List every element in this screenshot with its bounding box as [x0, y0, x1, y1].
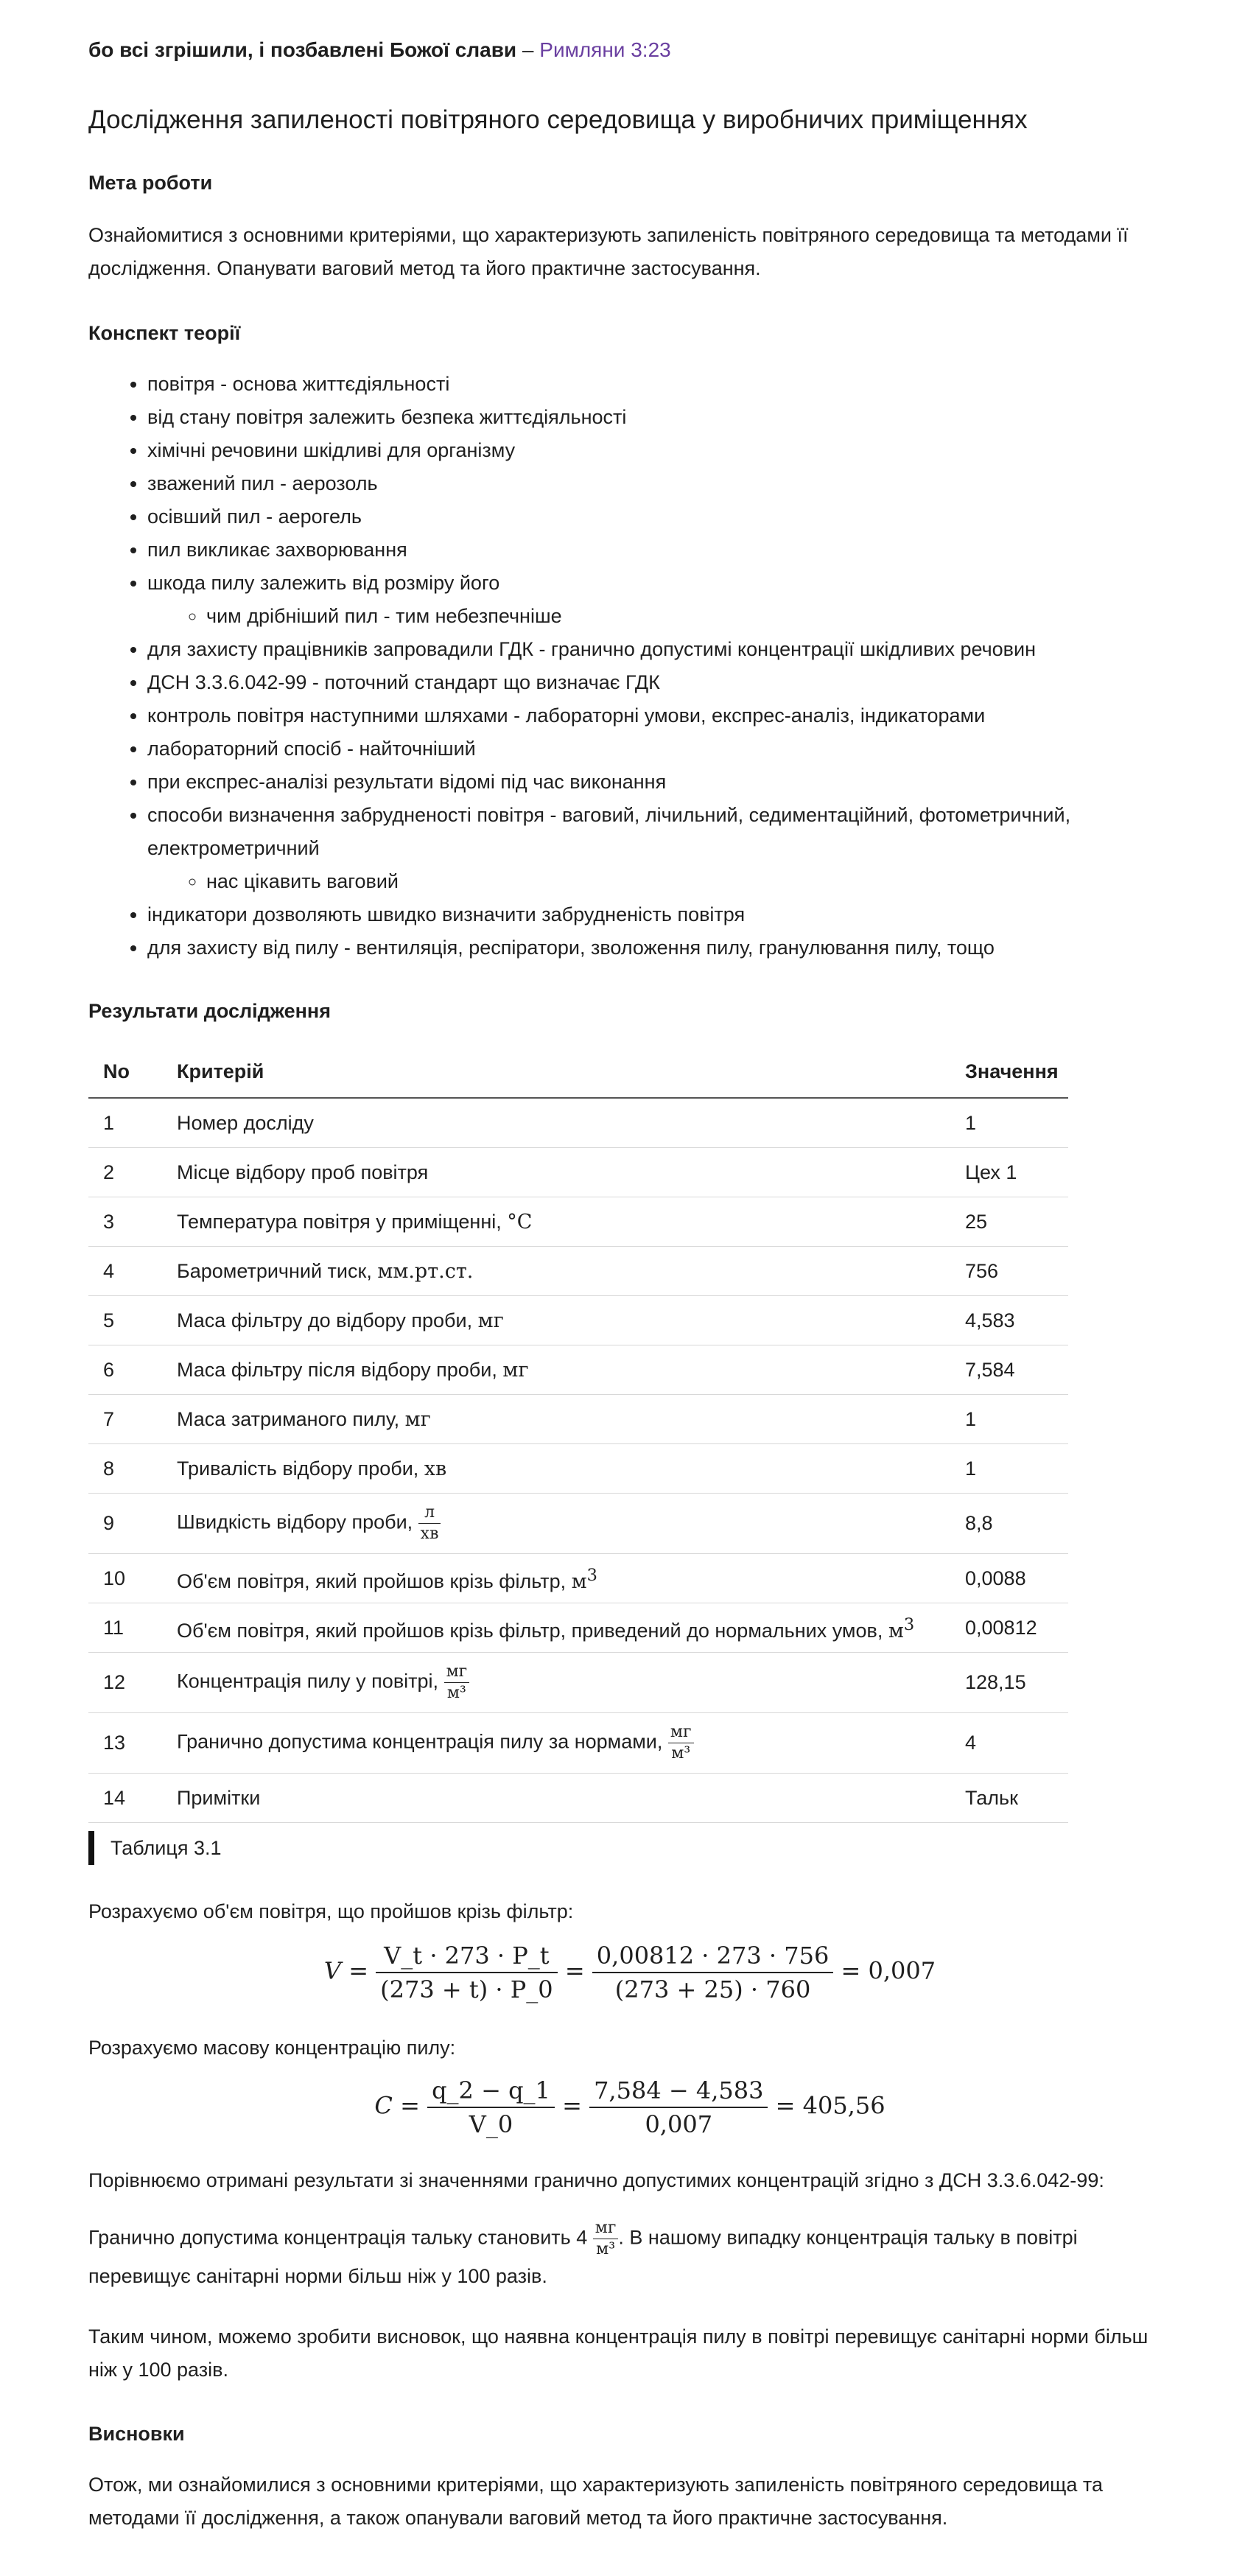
theory-heading: Конспект теорії — [88, 322, 241, 344]
criterion-unit-den: м³ — [446, 1684, 466, 1702]
criterion-unit-den: м³ — [671, 1744, 691, 1763]
theory-list-item — [147, 898, 1230, 931]
theory-item-text: шкода пилу залежить від розміру його — [147, 572, 500, 594]
theory-list-item — [147, 699, 1230, 732]
cell-value: 1 — [950, 1444, 1068, 1494]
theory-item-text: від стану повітря залежить безпека життєдіяльності — [147, 406, 627, 428]
theory-sublist — [147, 865, 1230, 898]
theory-subitem: ◦ нас цікавить ваговий — [206, 865, 1230, 898]
cell-no: 12 — [88, 1653, 162, 1713]
cell-criterion — [162, 1494, 950, 1554]
theory-sublist — [147, 600, 1230, 633]
limit-text-after: . В нашому випадку концентрація тальку в повітрі перевищує санітарні норми більш ніж у 100 разів. — [88, 2226, 1078, 2287]
mass-formula-den2: 0,007 — [645, 2110, 713, 2138]
theory-list-item — [147, 931, 1230, 965]
table-row — [88, 1713, 1068, 1774]
table-row — [88, 1098, 1068, 1148]
limit-unit-num: мг — [593, 2218, 619, 2239]
cell-criterion — [162, 1247, 950, 1296]
criterion-unit-exponent: 3 — [903, 1614, 915, 1634]
volume-intro: Розрахуємо об'єм повітря, що пройшов крізь фільтр: — [88, 1900, 574, 1922]
column-header-criterion: Критерій — [162, 1046, 950, 1098]
criterion-text: Температура повітря у приміщенні, — [177, 1210, 508, 1233]
cell-criterion — [162, 1395, 950, 1444]
theory-item-text: для захисту працівників запровадили ГДК - гранично допустимі концентрації шкідливих речовин — [147, 638, 1036, 660]
conclusions-text: Отож, ми ознайомилися з основними критеріями, що характеризують запиленість повітряного середовища та методами її дослідження, а також опанували ваговий метод та його практичне застосування. — [88, 2474, 1103, 2529]
cell-criterion — [162, 1554, 950, 1603]
cell-value: 0,0088 — [950, 1554, 1068, 1603]
theory-list-item — [147, 732, 1230, 766]
criterion-text: Барометричний тиск, — [177, 1259, 378, 1282]
cell-no: 11 — [88, 1603, 162, 1653]
criterion-unit: м — [888, 1619, 904, 1642]
criterion-unit: мг — [502, 1358, 529, 1382]
volume-formula-lhs: V — [323, 1956, 342, 1985]
theory-list-item — [147, 368, 1230, 401]
cell-value: 4 — [950, 1713, 1068, 1774]
criterion-text: Об'єм повітря, який пройшов крізь фільтр, приведений до нормальних умов, — [177, 1619, 888, 1642]
criterion-text: Гранично допустима концентрація пилу за нормами, — [177, 1730, 668, 1753]
results-table-body — [88, 1098, 1068, 1823]
table-row — [88, 1345, 1068, 1395]
theory-item-text: контроль повітря наступними шляхами - лабораторні умови, експрес-аналіз, індикаторами — [147, 704, 986, 727]
cell-criterion — [162, 1098, 950, 1148]
mass-formula-num2: 7,584 − 4,583 — [589, 2074, 768, 2108]
table-row — [88, 1444, 1068, 1494]
theory-item-text: способи визначення забрудненості повітря - ваговий, лічильний, седиментаційний, фотометричний, електрометричний — [147, 804, 1071, 859]
cell-criterion — [162, 1296, 950, 1345]
compare-text: Порівнюємо отримані результати зі значеннями гранично допустимих концентрацій згідно з ДСН 3.3.6.042-99: — [88, 2169, 1104, 2191]
theory-item-text: пил викликає захворювання — [147, 539, 407, 561]
cell-no: 8 — [88, 1444, 162, 1494]
table-row — [88, 1247, 1068, 1296]
cell-no: 13 — [88, 1713, 162, 1774]
theory-list-item — [147, 533, 1230, 567]
column-header-value: Значення — [950, 1046, 1068, 1098]
cell-criterion — [162, 1653, 950, 1713]
volume-formula-num2: 0,00812 · 273 · 756 — [592, 1939, 834, 1973]
theory-item-text: при експрес-аналізі результати відомі під час виконання — [147, 771, 667, 793]
volume-formula-num1: V_t · 273 · P_t — [376, 1939, 557, 1973]
bible-verse — [88, 33, 671, 66]
cell-no: 3 — [88, 1197, 162, 1247]
mass-formula-general-fraction — [427, 2074, 555, 2141]
mass-formula-lhs: C — [374, 2091, 393, 2120]
criterion-text: Швидкість відбору проби, — [177, 1511, 418, 1533]
limit-text-before: Гранично допустима концентрація тальку становить 4 — [88, 2226, 593, 2249]
theory-item-text: осівший пил - аерогель — [147, 505, 362, 528]
volume-formula-den2: (273 + 25) · 760 — [614, 1975, 811, 2003]
cell-no: 6 — [88, 1345, 162, 1395]
theory-list-item — [147, 567, 1230, 633]
cell-no: 4 — [88, 1247, 162, 1296]
table-row — [88, 1148, 1068, 1197]
criterion-unit-num: мг — [444, 1662, 470, 1683]
theory-item-text: повітря - основа життєдіяльності — [147, 373, 450, 395]
page-title: Дослідження запиленості повітряного середовища у виробничих приміщеннях — [88, 105, 1028, 134]
cell-criterion — [162, 1345, 950, 1395]
verse-reference-link[interactable]: Римляни 3:23 — [539, 38, 671, 61]
criterion-unit: °C — [507, 1210, 533, 1233]
theory-item-text: хімічні речовини шкідливі для організму — [147, 439, 516, 461]
volume-formula-result: 0,007 — [868, 1956, 936, 1985]
theory-list — [88, 368, 1230, 965]
cell-value: Цех 1 — [950, 1148, 1068, 1197]
criterion-unit: м — [571, 1569, 587, 1593]
theory-list-item — [147, 434, 1230, 467]
theory-item-text: зважений пил - аерозоль — [147, 472, 378, 494]
table-row — [88, 1395, 1068, 1444]
limit-text — [88, 2218, 1171, 2293]
theory-list-item — [147, 633, 1230, 666]
criterion-text: Маса затриманого пилу, — [177, 1407, 405, 1430]
theory-subitem: ◦ чим дрібніший пил - тим небезпечніше — [206, 600, 1230, 633]
cell-criterion — [162, 1774, 950, 1823]
criterion-unit: хв — [424, 1457, 447, 1480]
theory-item-text: лабораторний спосіб - найточніший — [147, 738, 476, 760]
cell-criterion — [162, 1148, 950, 1197]
cell-criterion — [162, 1197, 950, 1247]
mass-formula-numeric-fraction — [589, 2074, 768, 2141]
theory-list-item — [147, 666, 1230, 699]
conclusion-paragraph: Таким чином, можемо зробити висновок, що наявна концентрація пилу в повітрі перевищує санітарні норми більш ніж у 100 разів. — [88, 2325, 1148, 2381]
cell-no: 2 — [88, 1148, 162, 1197]
cell-value: Тальк — [950, 1774, 1068, 1823]
criterion-unit-den: хв — [420, 1525, 439, 1543]
criterion-unit: мг — [404, 1407, 431, 1431]
criterion-unit: мм.рт.ст. — [377, 1259, 474, 1283]
cell-criterion — [162, 1444, 950, 1494]
cell-no: 9 — [88, 1494, 162, 1554]
criterion-unit-fraction — [444, 1662, 470, 1704]
theory-item-text: для захисту від пилу - вентиляція, респіратори, зволоження пилу, гранулювання пилу, тощо — [147, 937, 995, 959]
criterion-text: Об'єм повітря, який пройшов крізь фільтр, — [177, 1569, 572, 1592]
table-row — [88, 1197, 1068, 1247]
theory-item-text: ДСН 3.3.6.042-99 - поточний стандарт що визначає ГДК — [147, 671, 660, 693]
criterion-text: Маса фільтру до відбору проби, — [177, 1309, 478, 1331]
cell-criterion — [162, 1603, 950, 1653]
criterion-unit-num: л — [418, 1502, 441, 1524]
cell-value: 8,8 — [950, 1494, 1068, 1554]
criterion-text: Номер досліду — [177, 1111, 314, 1134]
criterion-unit-fraction — [668, 1722, 694, 1764]
theory-list-item — [147, 799, 1230, 898]
volume-formula: V = $\frac{V\_t \cdot 273 \cdot P\_t}{(273 + t) \cdot P\_0}$ = $\frac{0,00812 \cdot 273 \cdot 756}{(273 + 25) \cdot 760}$ = 0,007 — [88, 1939, 1171, 2006]
theory-list-item — [147, 401, 1230, 434]
theory-item-text: індикатори дозволяють швидко визначити забрудненість повітря — [147, 903, 746, 925]
table-row — [88, 1554, 1068, 1603]
verse-text: бо всі згрішили, і позбавлені Божої слави — [88, 38, 517, 61]
cell-no: 1 — [88, 1098, 162, 1148]
volume-formula-general-fraction — [376, 1939, 557, 2006]
column-header-no: No — [88, 1046, 162, 1098]
mass-formula: C = $\frac{q\_2 - q\_1}{V\_0}$ = $\frac{7,584 - 4,583}{0,007}$ = 405,56 — [88, 2074, 1171, 2141]
verse-dash: – — [516, 38, 540, 61]
cell-value: 128,15 — [950, 1653, 1068, 1713]
table-row — [88, 1653, 1068, 1713]
criterion-text: Маса фільтру після відбору проби, — [177, 1358, 503, 1381]
mass-formula-num1: q_2 − q_1 — [427, 2074, 555, 2108]
aim-heading: Мета роботи — [88, 172, 213, 194]
cell-value: 0,00812 — [950, 1603, 1068, 1653]
limit-unit-fraction — [593, 2218, 619, 2260]
results-heading: Результати дослідження — [88, 1000, 331, 1022]
cell-value: 1 — [950, 1098, 1068, 1148]
mass-intro: Розрахуємо масову концентрацію пилу: — [88, 2037, 456, 2059]
cell-value: 7,584 — [950, 1345, 1068, 1395]
table-row — [88, 1494, 1068, 1554]
cell-no: 14 — [88, 1774, 162, 1823]
table-header-row — [88, 1046, 1068, 1098]
theory-list-item — [147, 500, 1230, 533]
cell-criterion — [162, 1713, 950, 1774]
criterion-unit-exponent: 3 — [586, 1565, 597, 1585]
cell-no: 5 — [88, 1296, 162, 1345]
criterion-text: Примітки — [177, 1786, 261, 1809]
theory-list-item — [147, 467, 1230, 500]
results-table — [88, 1046, 1068, 1823]
aim-text: Ознайомитися з основними критеріями, що характеризують запиленість повітряного середовища та методами її дослідження. Опанувати ваговий метод та його практичне застосування. — [88, 224, 1129, 279]
criterion-text: Місце відбору проб повітря — [177, 1161, 429, 1183]
conclusions-heading: Висновки — [88, 2423, 185, 2445]
cell-no: 7 — [88, 1395, 162, 1444]
table-row — [88, 1296, 1068, 1345]
mass-formula-result: 405,56 — [802, 2091, 885, 2120]
cell-value: 25 — [950, 1197, 1068, 1247]
criterion-text: Тривалість відбору проби, — [177, 1457, 424, 1480]
cell-value: 756 — [950, 1247, 1068, 1296]
criterion-text: Концентрація пилу у повітрі, — [177, 1670, 444, 1693]
limit-unit-den: м³ — [596, 2240, 616, 2258]
cell-value: 1 — [950, 1395, 1068, 1444]
table-row — [88, 1774, 1068, 1823]
criterion-unit: мг — [477, 1309, 504, 1332]
table-row — [88, 1603, 1068, 1653]
criterion-unit-num: мг — [668, 1722, 694, 1743]
volume-formula-den1: (273 + t) · P_0 — [380, 1975, 553, 2003]
theory-list-item — [147, 766, 1230, 799]
mass-formula-den1: V_0 — [469, 2110, 513, 2138]
cell-no: 10 — [88, 1554, 162, 1603]
volume-formula-numeric-fraction — [592, 1939, 834, 2006]
criterion-unit-fraction — [418, 1502, 441, 1544]
cell-value: 4,583 — [950, 1296, 1068, 1345]
table-caption: Таблиця 3.1 — [88, 1831, 222, 1865]
